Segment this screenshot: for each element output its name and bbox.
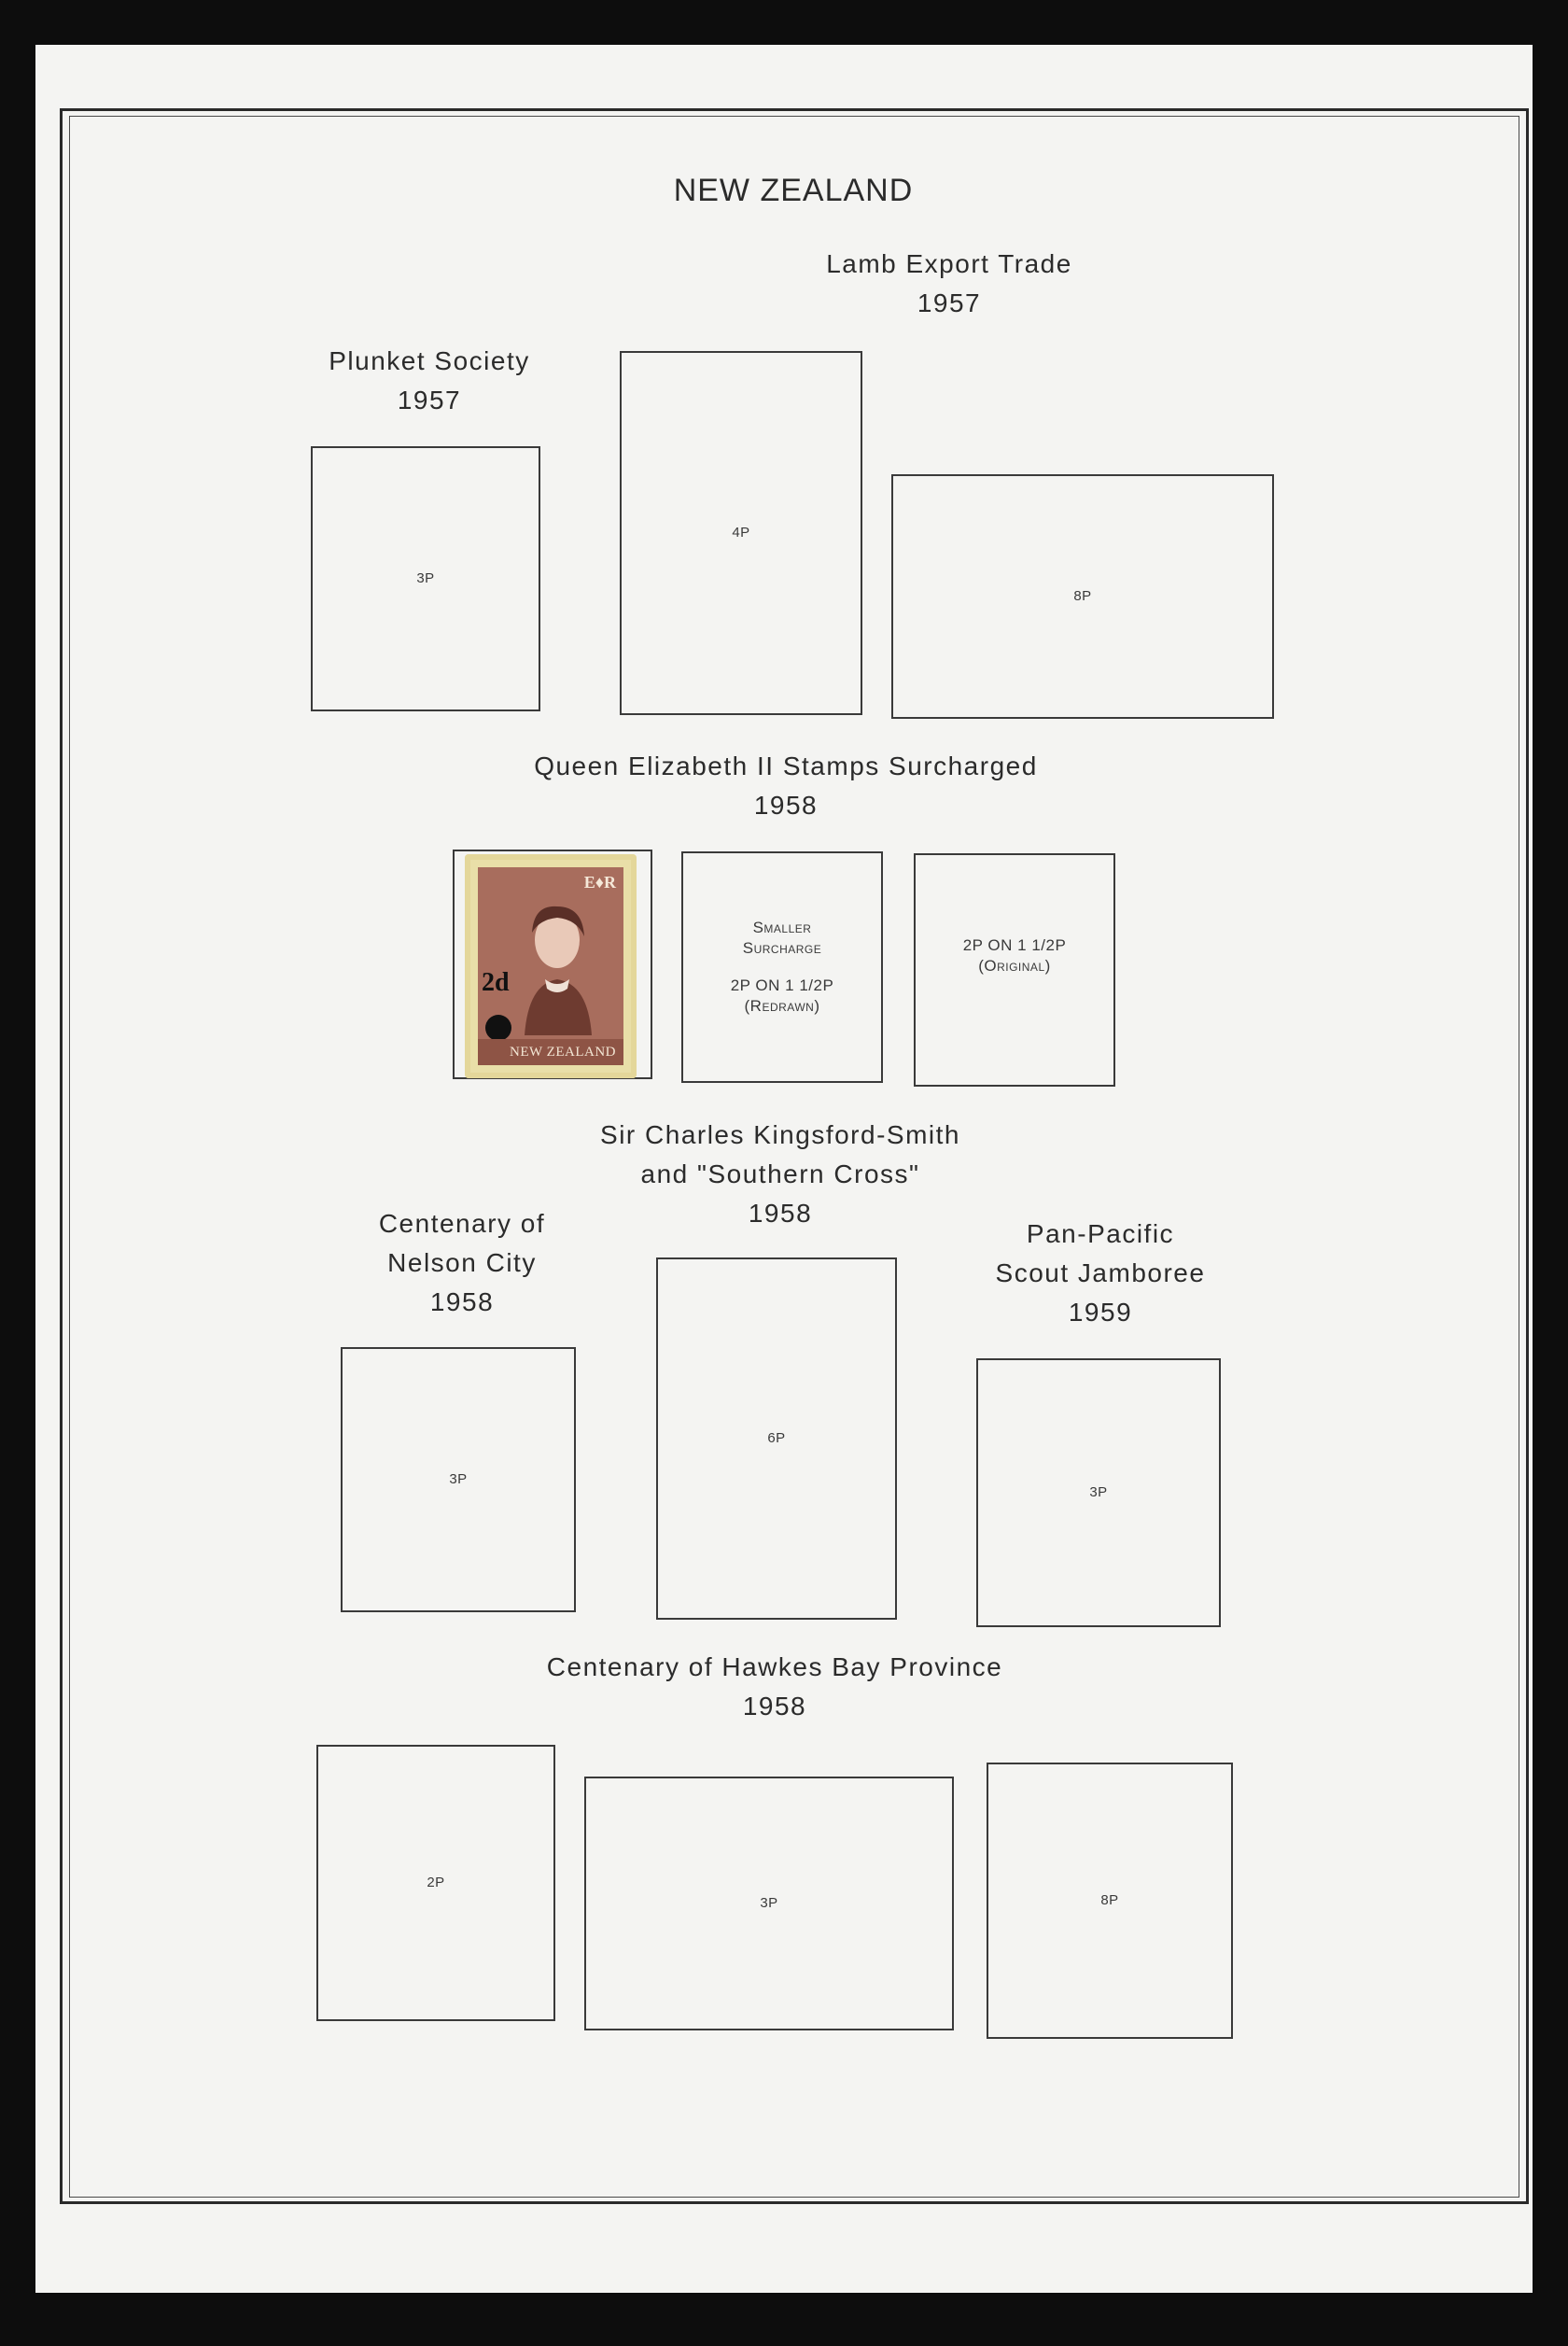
mount-label-line: Smaller [752,919,812,936]
stamp-cipher: E♦R [583,873,616,892]
heading-year: 1958 [742,1692,807,1721]
mount-label: 6P [767,1430,786,1446]
heading-year: 1958 [748,1199,813,1228]
mount-label-line: 2P ON 1 1/2P [730,976,834,994]
stamp-mount-surcharged-original [914,853,1115,1087]
mount-label: 8P [1100,1892,1119,1908]
heading-line: and "Southern Cross" [640,1159,920,1188]
stamp-mount-surcharged-smaller [681,851,883,1083]
heading-title: Plunket Society [329,346,530,375]
mount-label: 4P [732,525,750,541]
mount-label: 3P [760,1895,778,1911]
stamp-mount-hawkes-2p [316,1745,555,2021]
mount-label-line: (Original) [978,957,1051,975]
heading-line: Sir Charles Kingsford-Smith [600,1120,960,1149]
heading-line: Scout Jamboree [995,1258,1206,1287]
stamp-country: NEW ZEALAND [478,1039,623,1065]
heading-line: Centenary of [378,1209,546,1238]
heading-title: Queen Elizabeth II Stamps Surcharged [534,752,1038,780]
heading-line: Nelson City [387,1248,537,1277]
stamp-surcharge: 2d [482,968,510,997]
mount-label: 8P [1073,588,1092,604]
mount-label-line: (Redrawn) [744,997,820,1015]
mount-label: 3P [1089,1484,1108,1500]
stamp-mount-lamb-4p [620,351,862,715]
stamp-mount-lamb-8p [891,474,1274,719]
mount-label: 3P [416,570,435,586]
stamp-queen-elizabeth-surcharged [465,854,637,1078]
heading-title: Centenary of Hawkes Bay Province [546,1652,1003,1681]
heading-line: Pan-Pacific [1026,1219,1175,1248]
stamp-mount-kingsford-6p [656,1257,897,1620]
heading-year: 1957 [397,386,462,414]
section-heading-nelson [379,1204,545,1322]
section-heading-jamboree [996,1215,1206,1332]
mount-label: 2P [427,1875,445,1890]
mount-label-line: Surcharge [742,939,822,957]
stamp-mount-plunket-3p [311,446,540,711]
stamp-mount-nelson-3p [341,1347,576,1612]
heading-year: 1958 [753,791,819,820]
stamp-design [478,867,623,1065]
section-heading-kingsford [600,1116,960,1233]
page-title: NEW ZEALAND [673,173,914,208]
stamp-mount-jamboree-3p [976,1358,1221,1627]
section-heading-lamb [826,245,1072,323]
heading-year: 1959 [1068,1298,1133,1327]
mount-label-line: 2P ON 1 1/2P [962,936,1067,954]
heading-year: 1957 [917,288,982,317]
heading-title: Lamb Export Trade [826,249,1072,278]
section-heading-hawkes [547,1648,1002,1726]
mount-label: 3P [449,1471,468,1487]
section-heading-plunket [329,342,530,420]
section-heading-surcharged [534,747,1038,825]
queen-portrait-icon [515,895,599,1035]
stamp-mount-hawkes-8p [987,1763,1233,2039]
surcharge-obliteration-dot [485,1015,511,1041]
stamp-mount-hawkes-3p [584,1777,954,2030]
heading-year: 1958 [429,1287,495,1316]
